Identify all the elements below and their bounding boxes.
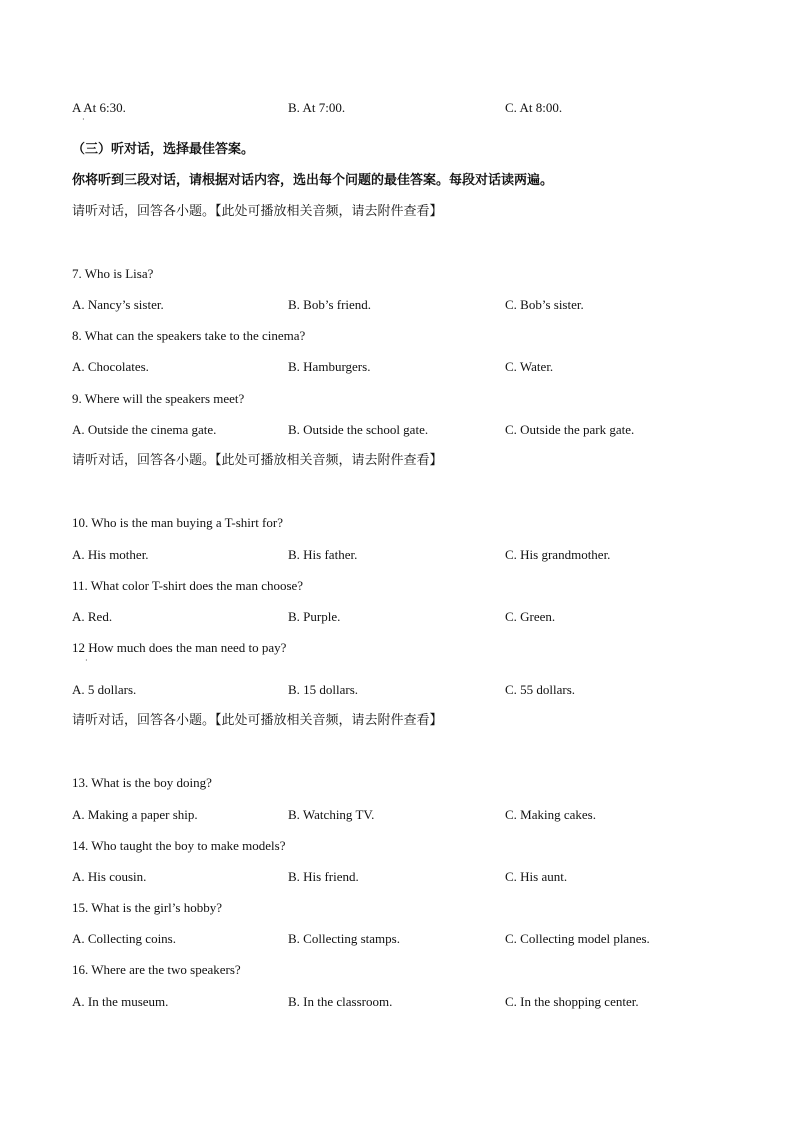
q12-option-b: B. 15 dollars. (288, 682, 359, 697)
q15-option-c: C. Collecting model planes. (505, 931, 650, 946)
q11-option-a: A. Red. (72, 609, 113, 624)
q16-option-b: B. In the classroom. (288, 994, 393, 1009)
question-12: 12 How much does the man need to pay? (72, 640, 287, 655)
q14-option-a: A. His cousin. (72, 869, 147, 884)
question-9: 9. Where will the speakers meet? (72, 391, 245, 406)
q12-option-c: C. 55 dollars. (505, 682, 576, 697)
q13-option-b: B. Watching TV. (288, 807, 375, 822)
q7-option-b: B. Bob’s friend. (288, 297, 372, 312)
audio-note: 请听对话，回答各小题。【此处可播放相关音频，请去附件查看】 (72, 453, 443, 468)
question-10: 10. Who is the man buying a T-shirt for? (72, 515, 283, 530)
question-16: 16. Where are the two speakers? (72, 962, 241, 977)
q16-option-c: C. In the shopping center. (505, 994, 639, 1009)
q9-option-c: C. Outside the park gate. (505, 422, 635, 437)
section-instruction: 你将听到三段对话，请根据对话内容，选出每个问题的最佳答案。每段对话读两遍。 (72, 173, 554, 188)
question-13: 13. What is the boy doing? (72, 775, 212, 790)
q6-option-b: B. At 7:00. (288, 100, 346, 115)
q11-option-c: C. Green. (505, 609, 556, 624)
q8-option-c: C. Water. (505, 359, 554, 374)
q9-option-b: B. Outside the school gate. (288, 422, 429, 437)
section-heading: （三）听对话，选择最佳答案。 (72, 142, 255, 157)
q11-option-b: B. Purple. (288, 609, 341, 624)
audio-note: 请听对话，回答各小题。【此处可播放相关音频，请去附件查看】 (72, 204, 443, 219)
question-15: 15. What is the girl’s hobby? (72, 900, 222, 915)
q12-option-a: A. 5 dollars. (72, 682, 137, 697)
stray-dot: · (82, 115, 85, 124)
question-11: 11. What color T-shirt does the man choose? (72, 578, 304, 593)
q15-option-b: B. Collecting stamps. (288, 931, 400, 946)
question-14: 14. Who taught the boy to make models? (72, 838, 286, 853)
q10-option-b: B. His father. (288, 547, 358, 562)
q16-option-a: A. In the museum. (72, 994, 169, 1009)
q10-option-a: A. His mother. (72, 547, 149, 562)
q15-option-a: A. Collecting coins. (72, 931, 176, 946)
q13-option-c: C. Making cakes. (505, 807, 596, 822)
q6-option-c: C. At 8:00. (505, 100, 563, 115)
audio-note: 请听对话，回答各小题。【此处可播放相关音频，请去附件查看】 (72, 713, 443, 728)
question-8: 8. What can the speakers take to the cinema? (72, 328, 306, 343)
q10-option-c: C. His grandmother. (505, 547, 611, 562)
question-7: 7. Who is Lisa? (72, 266, 154, 281)
q9-option-a: A. Outside the cinema gate. (72, 422, 217, 437)
q14-option-b: B. His friend. (288, 869, 359, 884)
stray-dot: · (85, 656, 88, 665)
q8-option-b: B. Hamburgers. (288, 359, 371, 374)
q14-option-c: C. His aunt. (505, 869, 568, 884)
q6-option-a: A At 6:30. (72, 100, 126, 115)
q7-option-c: C. Bob’s sister. (505, 297, 584, 312)
q8-option-a: A. Chocolates. (72, 359, 149, 374)
q7-option-a: A. Nancy’s sister. (72, 297, 164, 312)
q13-option-a: A. Making a paper ship. (72, 807, 198, 822)
